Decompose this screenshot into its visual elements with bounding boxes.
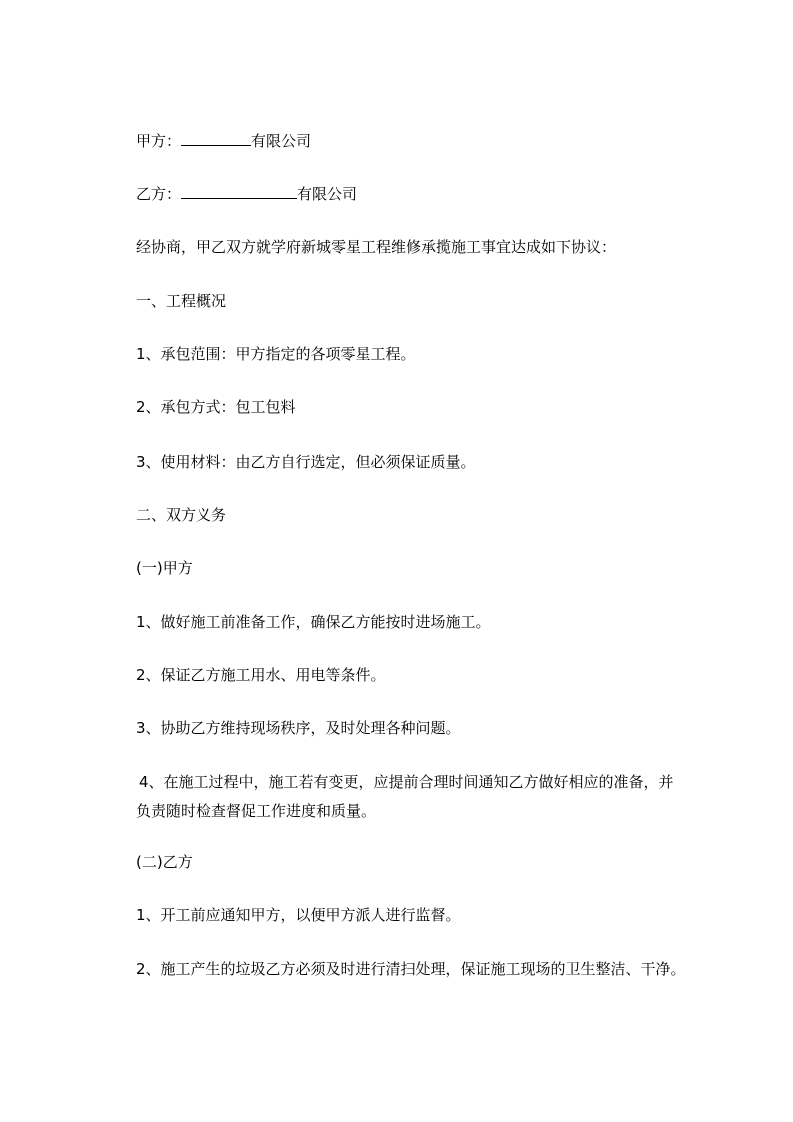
intro-text: 经协商，甲乙双方就学府新城零星工程维修承揽施工事宜达成如下协议： bbox=[136, 238, 617, 256]
section1-heading: 一、工程概况 bbox=[136, 292, 227, 310]
section2-sub-a-heading: (一)甲方 bbox=[136, 559, 193, 577]
section1-item-3: 3、使用材料：由乙方自行选定，但必须保证质量。 bbox=[136, 453, 476, 471]
section2-sub-a-item-2: 2、保证乙方施工用水、用电等条件。 bbox=[136, 666, 386, 684]
section1-item-1: 1、承包范围：甲方指定的各项零星工程。 bbox=[136, 345, 416, 363]
party-b-suffix: 有限公司 bbox=[297, 185, 358, 203]
section2-heading: 二、双方义务 bbox=[136, 506, 227, 524]
party-a-suffix: 有限公司 bbox=[251, 132, 312, 150]
section2-sub-a-item-3: 3、协助乙方维持现场秩序，及时处理各种问题。 bbox=[136, 719, 461, 737]
party-a-blank bbox=[181, 131, 251, 146]
section2-sub-b-item-1: 1、开工前应通知甲方，以便甲方派人进行监督。 bbox=[136, 906, 461, 924]
section2-sub-b-item-2: 2、施工产生的垃圾乙方必须及时进行清扫处理，保证施工现场的卫生整洁、干净。 bbox=[136, 960, 686, 978]
section2-sub-a-item-4-line2: 负责随时检查督促工作进度和质量。 bbox=[136, 802, 377, 820]
party-b-blank bbox=[181, 184, 297, 199]
section2-sub-a-item-1: 1、做好施工前准备工作，确保乙方能按时进场施工。 bbox=[136, 613, 491, 631]
party-b-label: 乙方： bbox=[136, 185, 182, 203]
party-a-label: 甲方： bbox=[136, 132, 182, 150]
party-b-line bbox=[136, 183, 357, 205]
section1-item-2: 2、承包方式：包工包料 bbox=[136, 398, 296, 416]
party-a-line bbox=[136, 130, 311, 152]
section2-sub-b-heading: (二)乙方 bbox=[136, 853, 193, 871]
section2-sub-a-item-4-line1: 4、在施工过程中，施工若有变更，应提前合理时间通知乙方做好相应的准备，并 bbox=[139, 773, 674, 791]
